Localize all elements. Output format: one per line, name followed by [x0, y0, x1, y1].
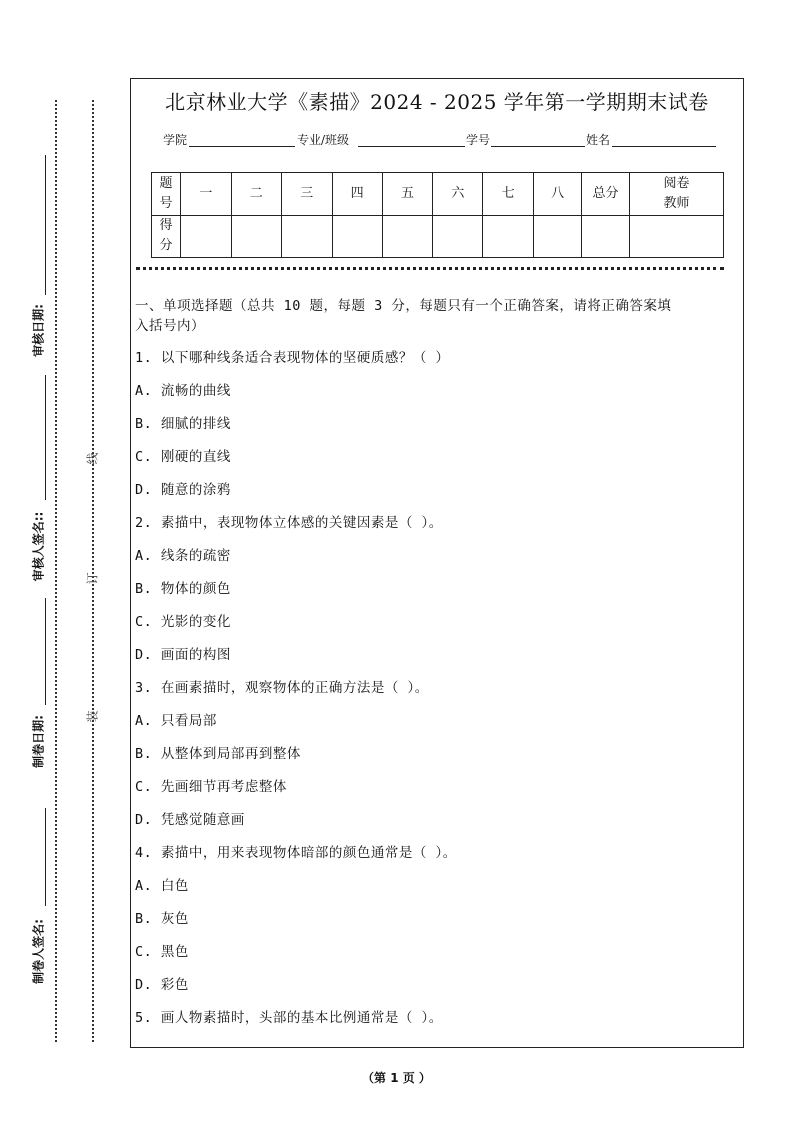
field-label-student-id: 学号	[466, 133, 491, 147]
name-input[interactable]	[612, 146, 716, 147]
field-label-name: 姓名	[586, 133, 611, 147]
answer-option: B. 从整体到局部再到整体	[135, 746, 301, 762]
answer-option: D. 随意的涂鸦	[135, 482, 231, 498]
column-header: 八	[534, 173, 582, 216]
binding-dotted-line-inner	[92, 100, 94, 1042]
answer-option: C. 先画细节再考虑整体	[135, 779, 287, 795]
review-date-line	[45, 155, 46, 295]
reviewer-signature-label: 审核人签名::	[31, 511, 46, 582]
score-cell[interactable]	[629, 215, 723, 258]
answer-option: A. 只看局部	[135, 713, 217, 729]
answer-option: B. 物体的颜色	[135, 581, 231, 597]
score-cell[interactable]	[332, 215, 382, 258]
column-header: 六	[433, 173, 483, 216]
reviewer-signature-line	[45, 375, 46, 500]
binding-mark-ding: 订	[85, 572, 100, 585]
field-label-major-class: 专业/班级	[297, 133, 350, 147]
answer-option: C. 刚硬的直线	[135, 449, 231, 465]
college-input[interactable]	[189, 146, 295, 147]
column-header: 三	[281, 173, 332, 216]
question-stem: 2. 素描中，表现物体立体感的关键因素是（ ）。	[135, 515, 443, 531]
score-cell[interactable]	[582, 215, 630, 258]
student-id-input[interactable]	[491, 146, 585, 147]
answer-option: D. 彩色	[135, 977, 189, 993]
table-row-scores	[152, 215, 724, 258]
column-header: 五	[382, 173, 433, 216]
column-header: 总分	[582, 173, 630, 216]
row-label-score: 得分	[152, 215, 181, 258]
score-cell[interactable]	[534, 215, 582, 258]
maker-signature-line	[45, 808, 46, 906]
make-date-label: 制卷日期:	[31, 715, 46, 768]
score-cell[interactable]	[382, 215, 433, 258]
score-cell[interactable]	[483, 215, 534, 258]
binding-dotted-line-outer	[55, 100, 57, 1042]
question-stem: 3. 在画素描时，观察物体的正确方法是（ ）。	[135, 680, 429, 696]
answer-option: A. 线条的疏密	[135, 548, 231, 564]
binding-mark-zhuang: 装	[85, 710, 100, 723]
score-table	[151, 172, 724, 258]
answer-option: B. 细腻的排线	[135, 416, 231, 432]
make-date-line	[45, 598, 46, 705]
answer-option: A. 流畅的曲线	[135, 383, 231, 399]
major-class-input[interactable]	[358, 146, 465, 147]
answer-option: B. 灰色	[135, 911, 189, 927]
answer-option: C. 黑色	[135, 944, 189, 960]
score-cell[interactable]	[180, 215, 231, 258]
question-stem: 1. 以下哪种线条适合表现物体的坚硬质感？（ ）	[135, 350, 450, 366]
column-header: 阅卷教师	[629, 173, 723, 216]
field-label-college: 学院	[163, 133, 188, 147]
answer-option: C. 光影的变化	[135, 614, 231, 630]
section-divider	[136, 267, 724, 270]
question-stem: 4. 素描中，用来表现物体暗部的颜色通常是（ ）。	[135, 845, 457, 861]
column-header: 二	[231, 173, 281, 216]
column-header: 四	[332, 173, 382, 216]
score-cell[interactable]	[281, 215, 332, 258]
answer-option: D. 画面的构图	[135, 647, 231, 663]
score-cell[interactable]	[433, 215, 483, 258]
score-cell[interactable]	[231, 215, 281, 258]
binding-mark-xian: 线	[85, 452, 100, 465]
table-row-question-numbers	[152, 173, 724, 216]
column-header: 七	[483, 173, 534, 216]
column-header: 一	[180, 173, 231, 216]
answer-option: A. 白色	[135, 878, 189, 894]
row-label-question-number: 题号	[152, 173, 181, 216]
exam-title: 北京林业大学《素描》2024 - 2025 学年第一学期期末试卷	[165, 90, 709, 114]
answer-option: D. 凭感觉随意画	[135, 812, 245, 828]
review-date-label: 审核日期:	[31, 304, 46, 357]
question-stem: 5. 画人物素描时，头部的基本比例通常是（ ）。	[135, 1010, 443, 1026]
section-heading-line2: 入括号内）	[135, 318, 205, 334]
maker-signature-label: 制卷人签名:	[31, 919, 46, 984]
page-number: （第 1 页 ）	[362, 1071, 431, 1085]
section-heading-line1: 一、单项选择题（总共 10 题，每题 3 分，每题只有一个正确答案，请将正确答案填	[135, 298, 672, 314]
